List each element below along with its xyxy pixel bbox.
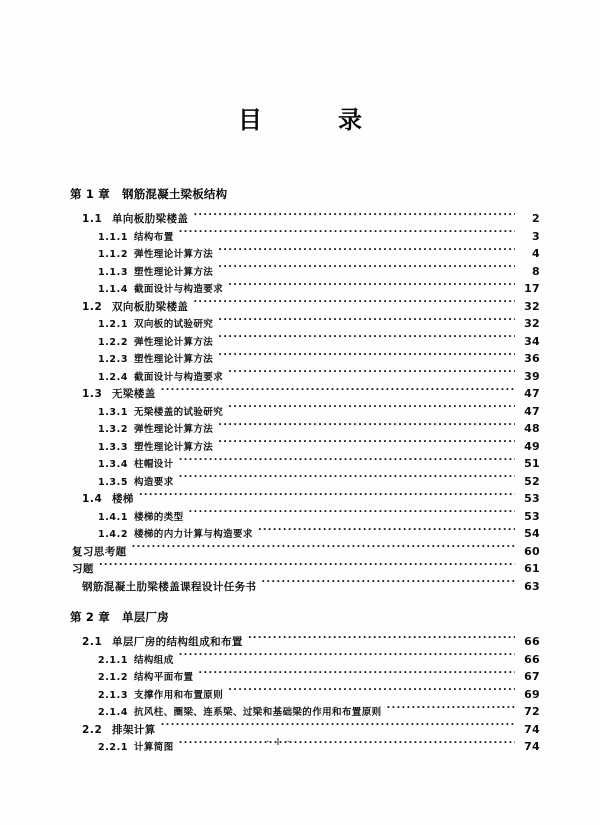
toc-entry-page-number: 66 <box>524 635 540 648</box>
toc-entry-number: 1.3 <box>82 388 103 400</box>
toc-entry-page-number: 69 <box>524 687 540 701</box>
toc-leader-dots <box>228 368 515 380</box>
toc-entry-page-number: 2 <box>532 212 540 225</box>
toc-entry-page-number: 4 <box>532 247 540 260</box>
toc-entry[interactable] <box>70 455 540 473</box>
toc-entry-page-number: 17 <box>524 282 540 295</box>
toc-entry[interactable] <box>70 263 540 281</box>
toc-entry-label: 双向板肋梁楼盖 <box>112 300 189 313</box>
toc-entry[interactable] <box>70 403 540 421</box>
toc-entry-page-number: 3 <box>532 229 540 243</box>
toc-entry[interactable] <box>70 508 540 526</box>
toc-entry-label: 抗风柱、圈梁、连系梁、过梁和基础梁的作用和布置原则 <box>134 707 382 718</box>
toc-leader-dots <box>179 473 515 485</box>
toc-entry[interactable] <box>70 245 540 263</box>
toc-entry[interactable] <box>70 490 540 508</box>
toc-leader-dots <box>132 543 516 555</box>
toc-entry[interactable] <box>70 668 540 686</box>
toc-entry[interactable] <box>70 578 540 596</box>
toc-entry[interactable] <box>70 543 540 561</box>
toc-entry-label: 楼梯 <box>112 493 134 505</box>
toc-leader-dots <box>99 560 515 572</box>
toc-entry-page-number: 39 <box>524 369 540 383</box>
toc-entry-number: 1.3.5 <box>98 476 129 488</box>
toc-entry-number: 1.1.2 <box>98 249 129 260</box>
toc-entry-page-number: 47 <box>524 404 540 418</box>
toc-entry-label: 结构布置 <box>134 231 174 243</box>
toc-entry-label: 复习思考题 <box>72 545 127 558</box>
toc-entry-page-number: 60 <box>524 544 540 558</box>
toc-entry-number: 1.1.1 <box>98 231 129 243</box>
toc-entry[interactable] <box>70 560 540 578</box>
toc-entry-label: 塑性理论计算方法 <box>134 266 214 278</box>
toc-entry[interactable] <box>70 525 540 543</box>
toc-entry-number: 2.1 <box>82 636 103 648</box>
toc-entry-page-number: 53 <box>524 492 540 505</box>
toc-entry-number: 1.1.3 <box>98 266 129 278</box>
toc-entry-number: 1.3.3 <box>98 441 129 453</box>
toc-leader-dots <box>193 298 515 310</box>
toc-entry-page-number: 51 <box>524 457 540 470</box>
toc-entry-page-number: 8 <box>532 264 540 278</box>
toc-leader-dots <box>218 350 515 362</box>
toc-entry-number: 1.1 <box>82 213 103 225</box>
toc-entry-number: 1.1.4 <box>98 284 129 295</box>
toc-entry-page-number: 74 <box>524 722 540 736</box>
chapter-heading <box>70 186 540 202</box>
toc-entry-page-number: 36 <box>524 352 540 365</box>
toc-entry-label: 无梁楼盖的试验研究 <box>134 406 224 418</box>
toc-leader-dots <box>139 490 515 502</box>
toc-leader-dots <box>261 578 515 590</box>
toc-entry[interactable] <box>70 315 540 333</box>
toc-entry-label: 塑性理论计算方法 <box>134 354 214 365</box>
toc-entry[interactable] <box>70 298 540 316</box>
toc-entry[interactable] <box>70 686 540 704</box>
toc-entry-label: 弹性理论计算方法 <box>134 249 214 260</box>
toc-entry-label: 楼梯的内力计算与构造要求 <box>134 529 253 540</box>
toc-leader-dots <box>228 403 515 415</box>
toc-leader-dots <box>218 333 515 345</box>
toc-entry-number: 1.4.2 <box>98 529 129 540</box>
chapter-heading <box>70 609 540 625</box>
toc-leader-dots <box>161 385 515 397</box>
toc-entry-page-number: 53 <box>524 509 540 523</box>
toc-entry-page-number: 72 <box>524 705 540 718</box>
toc-leader-dots <box>179 651 515 663</box>
toc-leader-dots <box>179 455 515 467</box>
toc-entry[interactable] <box>70 333 540 351</box>
toc-leader-dots <box>218 263 515 275</box>
page-folio: · Ⅰ · <box>266 737 292 748</box>
toc-entry-label: 支撑作用和布置原则 <box>134 689 224 701</box>
toc-entry-label: 无梁楼盖 <box>112 388 156 400</box>
toc-entry[interactable] <box>70 651 540 669</box>
toc-entry[interactable] <box>70 438 540 456</box>
toc-entries-container <box>70 186 540 756</box>
toc-entry-number: 1.2.3 <box>98 354 129 365</box>
toc-entry-label: 楼梯的类型 <box>134 511 184 523</box>
toc-entry-number: 1.3.4 <box>98 459 129 470</box>
toc-entry-label: 截面设计与构造要求 <box>134 284 224 295</box>
toc-entry[interactable] <box>70 703 540 721</box>
toc-leader-dots <box>228 280 515 292</box>
toc-entry-label: 计算简图 <box>134 742 174 753</box>
toc-leader-dots <box>193 210 515 222</box>
toc-entry-number: 2.1.2 <box>98 672 129 683</box>
toc-leader-dots <box>179 228 515 240</box>
chapter-title: 钢筋混凝土梁板结构 <box>122 187 228 201</box>
toc-entry-number: 1.2.1 <box>98 319 129 330</box>
toc-entry-number: 1.4 <box>82 493 103 505</box>
toc-entry-label: 弹性理论计算方法 <box>134 424 214 435</box>
toc-entry-number: 2.2 <box>82 723 103 736</box>
toc-entry-page-number: 32 <box>524 317 540 330</box>
toc-entry-page-number: 66 <box>524 652 540 666</box>
toc-entry[interactable] <box>70 228 540 246</box>
toc-entry-page-number: 48 <box>524 422 540 435</box>
toc-leader-dots <box>161 721 515 733</box>
toc-entry-page-number: 32 <box>524 299 540 313</box>
toc-entry-label: 结构组成 <box>134 654 174 666</box>
toc-entry-number: 1.3.1 <box>98 406 129 418</box>
toc-entry[interactable] <box>70 420 540 438</box>
toc-leader-dots <box>248 633 515 645</box>
toc-entry-page-number: 63 <box>524 579 540 593</box>
toc-leader-dots <box>228 686 515 698</box>
toc-entry-page-number: 61 <box>524 562 540 575</box>
toc-entry-page-number: 67 <box>524 670 540 683</box>
toc-leader-dots <box>198 668 515 680</box>
toc-entry-label: 双向板的试验研究 <box>134 319 214 330</box>
toc-leader-dots <box>218 245 515 257</box>
toc-entry[interactable] <box>70 350 540 368</box>
toc-entry-label: 排架计算 <box>112 723 156 736</box>
toc-entry-number: 2.1.4 <box>98 707 129 718</box>
toc-entry-number: 1.2.4 <box>98 371 129 383</box>
toc-entry[interactable] <box>70 721 540 739</box>
toc-entry-label: 柱帽设计 <box>134 459 174 470</box>
toc-leader-dots <box>387 703 515 715</box>
toc-leader-dots <box>218 438 515 450</box>
chapter-number: 第 2 章 <box>70 610 111 624</box>
toc-entry-label: 单向板肋梁楼盖 <box>112 213 189 225</box>
toc-entry-label: 弹性理论计算方法 <box>134 336 214 348</box>
toc-entry-page-number: 34 <box>524 334 540 348</box>
toc-entry-label: 塑性理论计算方法 <box>134 441 214 453</box>
toc-entry[interactable] <box>70 368 540 386</box>
toc-entry-number: 2.2.1 <box>98 742 129 753</box>
toc-entry-label: 习题 <box>72 563 94 575</box>
toc-entry-page-number: 74 <box>524 740 540 753</box>
toc-leader-dots <box>189 508 515 520</box>
chapter-title: 单层厂房 <box>122 610 169 624</box>
toc-leader-dots <box>218 420 515 432</box>
toc-entry-number: 2.1.1 <box>98 654 129 666</box>
toc-entry-label: 单层厂房的结构组成和布置 <box>112 636 243 648</box>
toc-entry-label: 钢筋混凝土肋梁楼盖课程设计任务书 <box>82 580 257 593</box>
toc-entry[interactable] <box>70 385 540 403</box>
toc-entry-label: 构造要求 <box>134 476 174 488</box>
toc-entry[interactable] <box>70 280 540 298</box>
toc-entry-number: 1.2.2 <box>98 336 129 348</box>
toc-entry[interactable] <box>70 633 540 651</box>
toc-entry[interactable] <box>70 473 540 491</box>
toc-entry-page-number: 49 <box>524 439 540 453</box>
toc-entry-page-number: 54 <box>524 527 540 540</box>
toc-entry[interactable] <box>70 210 540 228</box>
page-title: 目 录 <box>238 105 388 134</box>
toc-entry-number: 2.1.3 <box>98 689 129 701</box>
toc-entry-number: 1.4.1 <box>98 511 129 523</box>
toc-entry-page-number: 47 <box>524 387 540 400</box>
toc-entry-number: 1.3.2 <box>98 424 129 435</box>
toc-leader-dots <box>218 315 515 327</box>
toc-entry-label: 截面设计与构造要求 <box>134 371 224 383</box>
toc-entry-number: 1.2 <box>82 300 103 313</box>
toc-entry-page-number: 52 <box>524 474 540 488</box>
toc-leader-dots <box>258 525 515 537</box>
chapter-number: 第 1 章 <box>70 187 111 201</box>
toc-entry-label: 结构平面布置 <box>134 672 194 683</box>
